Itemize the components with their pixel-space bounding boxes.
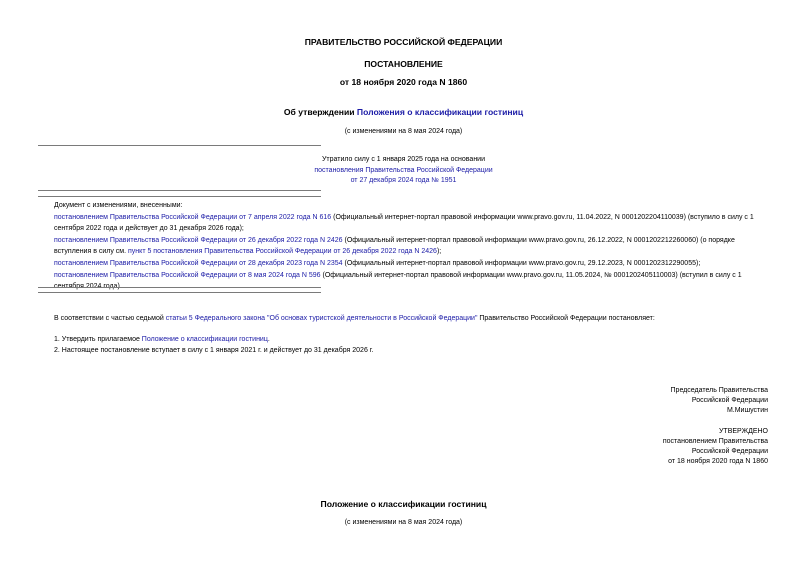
approval-block	[663, 427, 768, 467]
government-heading: ПРАВИТЕЛЬСТВО РОССИЙСКОЙ ФЕДЕРАЦИИ	[304, 37, 503, 47]
document-date-number: от 18 ноября 2020 года N 1860	[339, 77, 468, 87]
amendment-item: постановлением Правительства Российской Федерации от 26 декабря 2022 года N 2426 (Официальный интернет-портал правовой информации www.pravo.gov.ru, 26.12.2022, N 0001202212260060) (о порядке вступления в силу см. пункт 5 постановления Правительства Российской Федерации от 26 декабря 2022 года N 2426);	[54, 236, 735, 256]
signature-country: Российской Федерации	[691, 397, 768, 404]
amendment-item: постановлением Правительства Российской Федерации от 8 мая 2024 года N 596 (Официальный интернет-портал правовой информации www.pravo.gov.ru, 11.05.2024, № 0001202405110003) (вступил в силу с 1 сентября 2024 года).	[54, 271, 742, 291]
document-type: ПОСТАНОВЛЕНИЕ	[364, 59, 443, 69]
approval-line: Российской Федерации	[691, 448, 768, 455]
divider	[38, 190, 321, 191]
signature-name: М.Мишустин	[726, 407, 768, 414]
amendment-item: постановлением Правительства Российской Федерации от 28 декабря 2023 года N 2354 (Официальный интернет-портал правовой информации www.pravo.gov.ru, 29.12.2023, N 0001202312290055);	[54, 259, 701, 267]
title-prefix: Об утверждении	[283, 107, 357, 117]
amended-note: (с изменениями на 8 мая 2024 года)	[344, 128, 463, 135]
amendment-link[interactable]: постановлением Правительства Российской Федерации от 28 декабря 2023 года N 2354	[54, 259, 343, 267]
divider	[38, 292, 321, 293]
amendment-link[interactable]: постановлением Правительства Российской Федерации от 26 декабря 2022 года N 2426	[54, 236, 343, 244]
amendment-item: постановлением Правительства Российской Федерации от 7 апреля 2022 года N 616 (Официальный интернет-портал правовой информации www.pravo.gov.ru, 11.04.2022, N 0001202204110039) (вступило в силу с 1 сентября 2022 года и действует до 31 декабря 2026 года);	[54, 213, 754, 233]
point-2: 2. Настоящее постановление вступает в силу с 1 января 2021 г. и действует до 31 декабря 2026 г.	[54, 347, 374, 354]
annex-title: Положение о классификации гостиниц	[320, 499, 487, 509]
point-1: 1. Утвердить прилагаемое Положение о классификации гостиниц.	[54, 336, 270, 343]
divider	[38, 145, 321, 146]
expiry-note	[0, 155, 807, 187]
expiry-link-date[interactable]: от 27 декабря 2024 года № 1951	[350, 177, 457, 184]
divider	[38, 287, 321, 288]
amendments-intro: Документ с изменениями, внесенными:	[54, 202, 183, 209]
expiry-link-decree[interactable]: постановления Правительства Российской Федерации	[314, 166, 493, 174]
amendment-link-paragraph[interactable]: пункт 5 постановления Правительства Российской Федерации от 26 декабря 2022 года N 2426	[128, 248, 437, 256]
title-link[interactable]: Положения о классификации гостиниц	[356, 107, 524, 117]
preamble: В соответствии с частью седьмой статьи 5 Федерального закона "Об основах туристской деятельности в Российской Федерации" Правительство Российской Федерации постановляет:	[54, 315, 655, 322]
approval-date: от 18 ноября 2020 года N 1860	[668, 458, 768, 465]
approval-line: постановлением Правительства	[662, 438, 768, 445]
preamble-law-link[interactable]: статьи 5 Федерального закона "Об основах туристской деятельности в Российской Федерации"	[165, 315, 478, 322]
signature-position: Председатель Правительства	[670, 387, 768, 394]
annex-amended-note: (с изменениями на 8 мая 2024 года)	[344, 519, 463, 526]
amendments-block	[38, 200, 768, 293]
signature-block	[671, 386, 768, 416]
regulation-link[interactable]: Положение о классификации гостиниц	[141, 336, 268, 343]
approval-label: УТВЕРЖДЕНО	[718, 428, 768, 435]
amendment-link[interactable]: постановлением Правительства Российской Федерации от 8 мая 2024 года N 596	[54, 271, 321, 279]
divider	[38, 196, 321, 197]
expiry-text: Утратило силу с 1 января 2025 года на основании	[321, 156, 486, 163]
document-title	[0, 107, 807, 117]
amendment-link[interactable]: постановлением Правительства Российской Федерации от 7 апреля 2022 года N 616	[54, 213, 332, 221]
